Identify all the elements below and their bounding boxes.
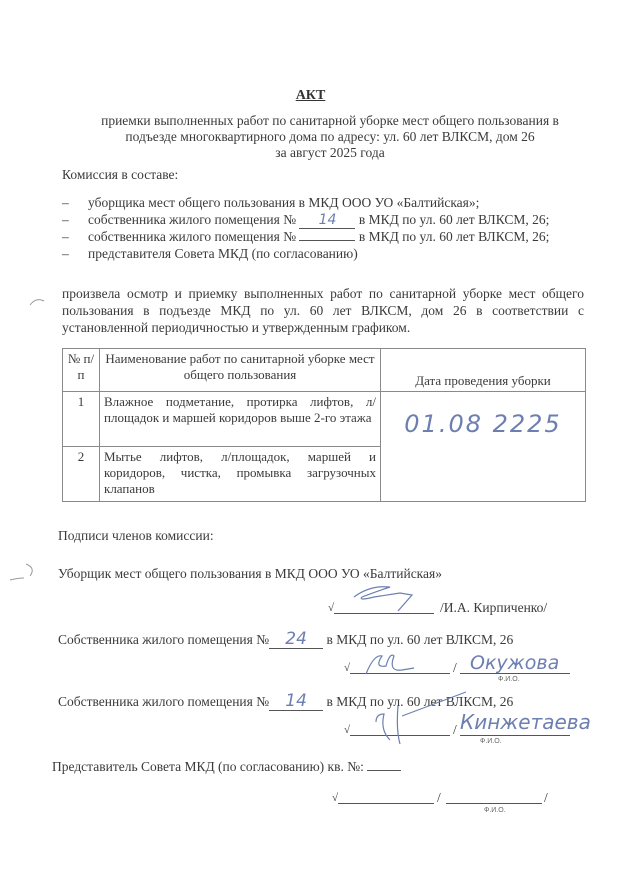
owner2-label: Собственника жилого помещения № xyxy=(58,694,270,709)
handwritten-room-number: 14 xyxy=(318,212,337,228)
row-work: Мытье лифтов, л/площадок, маршей и коридоров, чистка, промывка загрузочных клапанов xyxy=(100,447,381,502)
signature-line xyxy=(338,803,434,804)
list-dash: – xyxy=(62,246,69,261)
member-item xyxy=(62,229,549,245)
member-text: уборщика мест общего пользования в МКД ООО УО «Балтийская»; xyxy=(88,195,480,210)
owner1-label: Собственника жилого помещения № xyxy=(58,632,270,647)
member-item xyxy=(62,246,358,262)
list-dash: – xyxy=(62,229,69,244)
owner2-signature xyxy=(370,700,420,748)
inspection-paragraph: произвела осмотр и приемку выполненных работ по санитарной уборке мест общего пользования в подъезде МКД по ул. 60 лет ВЛКСМ, дом 26 в соответствии с установленной периодичностью и утвержденным графиком. xyxy=(62,286,584,335)
member-item xyxy=(62,195,479,211)
header-date: Дата проведения уборки xyxy=(381,349,586,392)
margin-mark xyxy=(8,560,38,584)
handwritten-room-number: 14 xyxy=(285,691,307,711)
works-table xyxy=(62,348,586,502)
cleaner-signature xyxy=(350,583,430,613)
table-row xyxy=(63,392,586,447)
slash-end: / xyxy=(544,790,548,805)
member-text-after: в МКД по ул. 60 лет ВЛКСМ, 26; xyxy=(358,229,550,244)
name-line xyxy=(460,735,570,736)
slash: / xyxy=(453,660,457,675)
subtitle-line-1: приемки выполненных работ по санитарной уборке мест общего пользования в xyxy=(101,113,559,128)
handwritten-date: 01.08 2225 xyxy=(404,410,562,438)
owner1-row xyxy=(58,631,513,649)
row-number: 1 xyxy=(63,392,100,447)
cleaner-name: /И.А. Кирпиченко/ xyxy=(440,600,548,615)
name-line xyxy=(446,803,542,804)
owner1-handwritten-name: Окужова xyxy=(470,652,560,674)
header-work: Наименование работ по санитарной уборке мест общего пользования xyxy=(100,349,381,392)
act-title: АКТ xyxy=(295,88,326,103)
slash: / xyxy=(453,722,457,737)
representative-label: Представитель Совета МКД (по согласованию) кв. №: xyxy=(52,759,364,774)
cleaner-label: Уборщик мест общего пользования в МКД ООО УО «Балтийская» xyxy=(58,566,442,581)
row-number: 2 xyxy=(63,447,100,502)
fio-caption: Ф.И.О. xyxy=(480,738,502,745)
row-work: Влажное подметание, протирка лифтов, л/площадок и маршей коридоров выше 2-го этажа xyxy=(100,392,381,447)
check-mark: √ xyxy=(328,602,335,614)
signature-line xyxy=(334,613,434,614)
list-dash: – xyxy=(62,195,69,210)
member-text-after: в МКД по ул. 60 лет ВЛКСМ, 26; xyxy=(358,212,550,227)
member-text: собственника жилого помещения № xyxy=(88,229,297,244)
fio-caption: Ф.И.О. xyxy=(484,807,506,814)
check-mark: √ xyxy=(344,662,351,674)
signatures-heading: Подписи членов комиссии: xyxy=(58,528,214,543)
subtitle-line-3: за август 2025 года xyxy=(275,145,385,160)
check-mark: √ xyxy=(344,724,351,736)
owner2-handwritten-name: Кинжетаева xyxy=(460,710,591,734)
representative-row xyxy=(52,759,401,775)
table-header-row xyxy=(63,349,586,392)
owner1-address: в МКД по ул. 60 лет ВЛКСМ, 26 xyxy=(326,632,514,647)
handwritten-room-number: 24 xyxy=(285,629,307,649)
list-dash: – xyxy=(62,212,69,227)
margin-mark xyxy=(28,295,48,309)
member-text: представителя Совета МКД (по согласованию) xyxy=(88,246,358,261)
slash: / xyxy=(437,790,441,805)
header-number: № п/п xyxy=(63,349,100,392)
member-item xyxy=(62,212,549,229)
subtitle-line-2: подъезде многоквартирного дома по адресу: ул. 60 лет ВЛКСМ, дом 26 xyxy=(125,129,535,144)
owner1-signature xyxy=(360,648,420,680)
fio-caption: Ф.И.О. xyxy=(498,676,520,683)
date-cell xyxy=(381,392,586,502)
blank-apartment-number xyxy=(367,770,401,771)
commission-heading: Комиссия в составе: xyxy=(62,167,179,182)
check-mark: √ xyxy=(332,792,339,804)
member-text: собственника жилого помещения № xyxy=(88,212,297,227)
owner2-address: в МКД по ул. 60 лет ВЛКСМ, 26 xyxy=(326,694,514,709)
blank-room-number xyxy=(299,240,355,241)
